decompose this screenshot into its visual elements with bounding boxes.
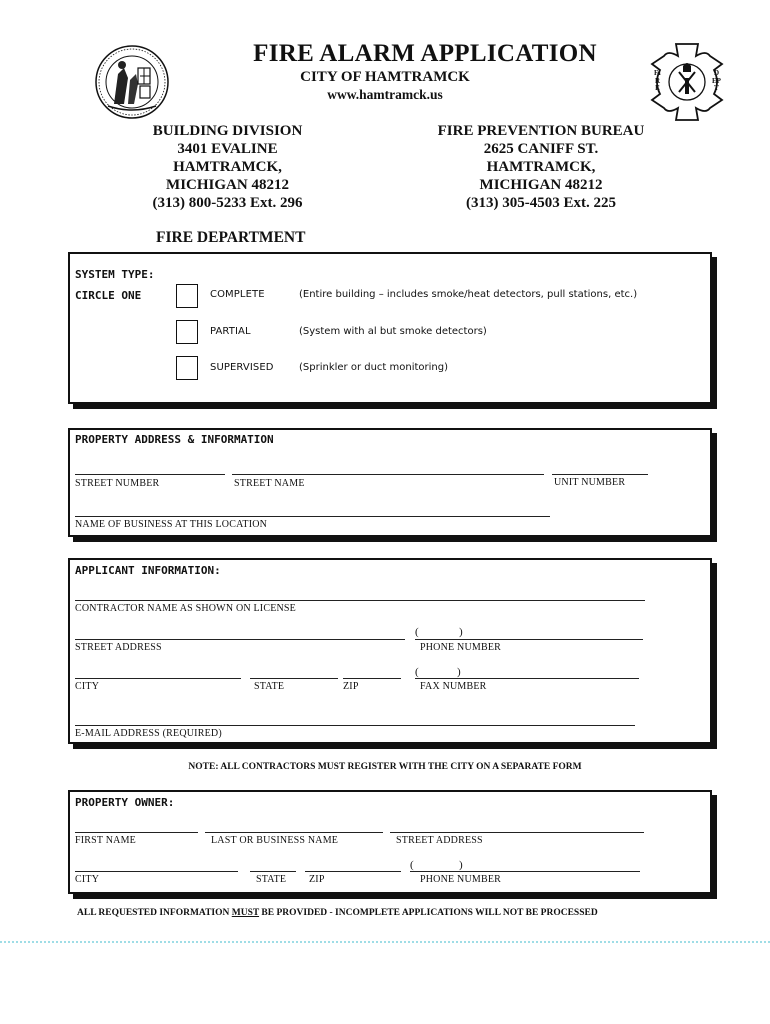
- building-division-phone: (313) 800-5233 Ext. 296: [152, 195, 303, 211]
- fire-prevention-phone: (313) 305-4503 Ext. 225: [466, 195, 616, 211]
- contractor-name-field[interactable]: [75, 600, 645, 601]
- badge-dept-text: DEPT: [712, 69, 721, 92]
- fax-paren-open: (: [415, 666, 419, 678]
- owner-phone-field[interactable]: [410, 871, 640, 872]
- applicant-phone-field[interactable]: [415, 639, 643, 640]
- owner-phone-label: PHONE NUMBER: [420, 874, 502, 885]
- partial-checkbox[interactable]: [176, 320, 198, 344]
- applicant-title: APPLICANT INFORMATION:: [75, 564, 221, 577]
- applicant-fax-label: FAX NUMBER: [420, 681, 487, 692]
- partial-option-label: PARTIAL: [210, 326, 251, 337]
- fire-prevention-state: MICHIGAN 48212: [479, 177, 603, 193]
- phone-paren-close: ): [459, 626, 463, 638]
- owner-phone-paren-open: (: [410, 859, 414, 871]
- applicant-fax-field[interactable]: [415, 678, 639, 679]
- fire-prevention-city: HAMTRAMCK,: [486, 159, 596, 175]
- footer-text-before: ALL REQUESTED INFORMATION: [77, 908, 232, 918]
- owner-zip-label: ZIP: [309, 874, 325, 885]
- owner-last-name-label: LAST OR BUSINESS NAME: [211, 835, 339, 846]
- city-name: CITY OF HAMTRAMCK: [300, 69, 470, 85]
- building-division-street: 3401 EVALINE: [177, 141, 278, 157]
- applicant-phone-label: PHONE NUMBER: [420, 642, 502, 653]
- unit-number-field[interactable]: [552, 474, 648, 475]
- building-division-name: BUILDING DIVISION: [152, 123, 303, 139]
- street-number-label: STREET NUMBER: [75, 478, 160, 489]
- phone-paren-open: (: [415, 626, 419, 638]
- business-name-label: NAME OF BUSINESS AT THIS LOCATION: [75, 519, 268, 530]
- owner-first-name-field[interactable]: [75, 832, 198, 833]
- email-label: E-MAIL ADDRESS (REQUIRED): [75, 728, 222, 739]
- badge-fire-text: FIRE: [654, 69, 661, 92]
- scan-artifact-line: [0, 941, 770, 943]
- registration-note: NOTE: ALL CONTRACTORS MUST REGISTER WITH THE CITY ON A SEPARATE FORM: [188, 762, 582, 772]
- complete-option-description: (Entire building – includes smoke/heat detectors, pull stations, etc.): [299, 289, 638, 300]
- applicant-street-label: STREET ADDRESS: [75, 642, 162, 653]
- owner-phone-paren-close: ): [459, 859, 463, 871]
- building-division-state: MICHIGAN 48212: [166, 177, 289, 193]
- page-title: FIRE ALARM APPLICATION: [253, 40, 597, 67]
- building-division-block: [120, 122, 335, 212]
- owner-state-field[interactable]: [250, 871, 296, 872]
- fax-paren-close: ): [457, 666, 461, 678]
- street-name-field[interactable]: [232, 474, 544, 475]
- owner-street-field[interactable]: [390, 832, 644, 833]
- footer-must-emphasis: MUST: [231, 908, 260, 918]
- owner-zip-field[interactable]: [305, 871, 401, 872]
- complete-checkbox[interactable]: [176, 284, 198, 308]
- property-address-title: PROPERTY ADDRESS & INFORMATION: [75, 433, 274, 446]
- owner-state-label: STATE: [256, 874, 287, 885]
- fire-prevention-street: 2625 CANIFF ST.: [483, 141, 599, 157]
- street-number-field[interactable]: [75, 474, 225, 475]
- fire-department-heading: FIRE DEPARTMENT: [156, 229, 306, 246]
- email-field[interactable]: [75, 725, 635, 726]
- owner-first-name-label: FIRST NAME: [75, 835, 136, 846]
- partial-option-description: (System with al but smoke detectors): [299, 326, 487, 337]
- street-name-label: STREET NAME: [234, 478, 305, 489]
- property-owner-title: PROPERTY OWNER:: [75, 796, 175, 809]
- contractor-name-label: CONTRACTOR NAME AS SHOWN ON LICENSE: [75, 603, 296, 614]
- applicant-zip-label: ZIP: [343, 681, 359, 692]
- applicant-state-label: STATE: [254, 681, 285, 692]
- complete-option-label: COMPLETE: [210, 289, 265, 300]
- applicant-section: [68, 558, 712, 744]
- fire-prevention-block: [425, 122, 657, 212]
- supervised-option-label: SUPERVISED: [210, 362, 274, 373]
- circle-one-instruction: CIRCLE ONE: [75, 289, 142, 302]
- owner-last-name-field[interactable]: [205, 832, 383, 833]
- owner-city-field[interactable]: [75, 871, 238, 872]
- fire-prevention-name: FIRE PREVENTION BUREAU: [437, 123, 645, 139]
- applicant-zip-field[interactable]: [343, 678, 401, 679]
- business-name-field[interactable]: [75, 516, 550, 517]
- unit-number-label: UNIT NUMBER: [554, 477, 626, 488]
- building-division-city: HAMTRAMCK,: [173, 159, 282, 175]
- city-website: www.hamtramck.us: [327, 87, 443, 102]
- supervised-option-description: (Sprinkler or duct monitoring): [299, 362, 449, 373]
- system-type-title: SYSTEM TYPE:: [75, 268, 155, 281]
- owner-city-label: CITY: [75, 874, 100, 885]
- footer-warning: [77, 908, 598, 918]
- applicant-city-label: CITY: [75, 681, 100, 692]
- owner-street-label: STREET ADDRESS: [396, 835, 483, 846]
- supervised-checkbox[interactable]: [176, 356, 198, 380]
- applicant-state-field[interactable]: [250, 678, 338, 679]
- footer-text-after: BE PROVIDED - INCOMPLETE APPLICATIONS WILL NOT BE PROCESSED: [259, 908, 598, 918]
- applicant-city-field[interactable]: [75, 678, 241, 679]
- applicant-street-field[interactable]: [75, 639, 405, 640]
